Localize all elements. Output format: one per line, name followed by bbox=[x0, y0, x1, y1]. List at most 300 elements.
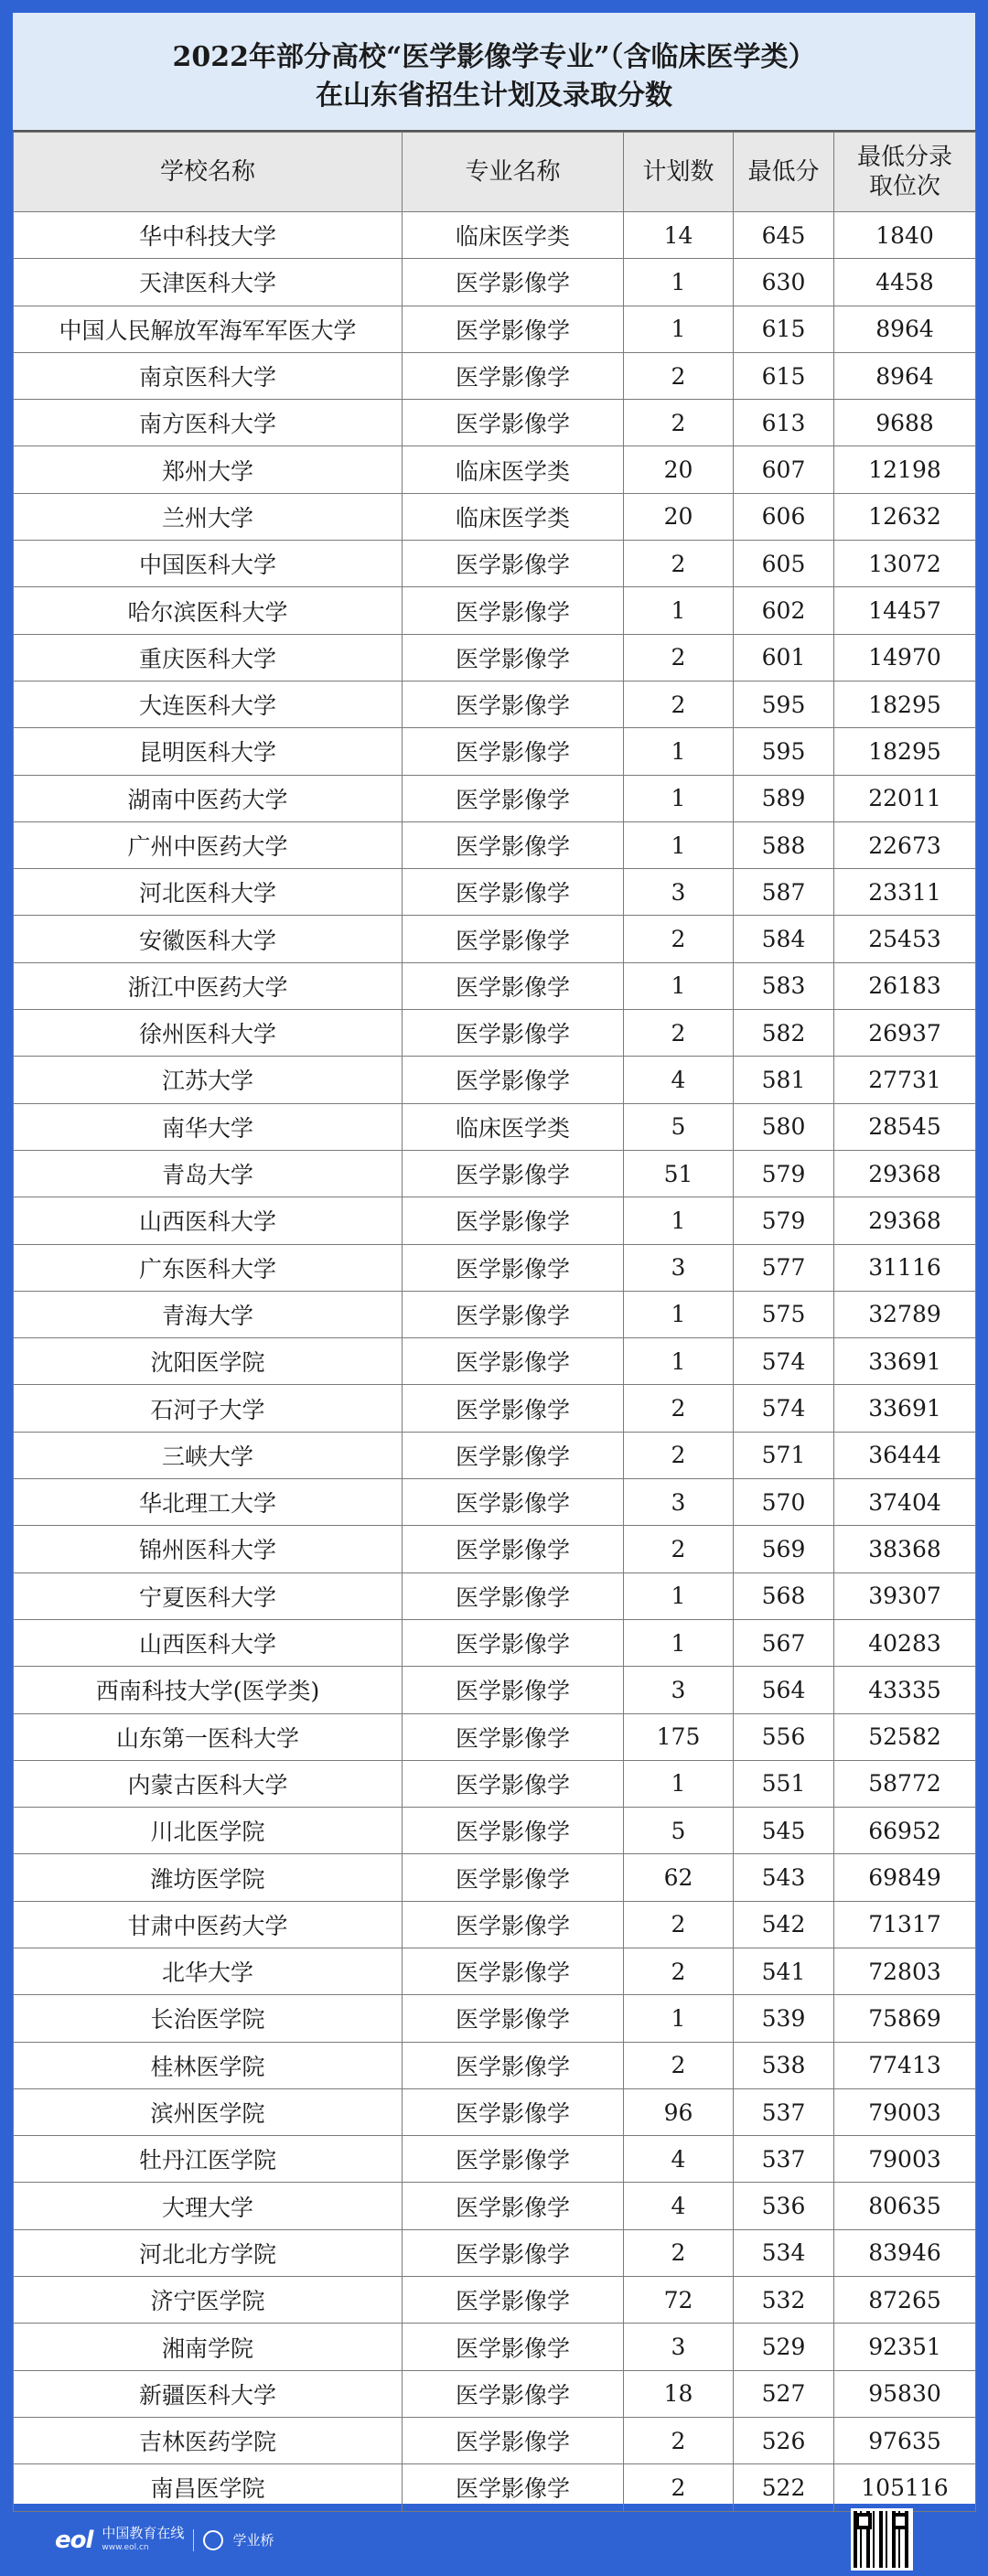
major-cell: 医学影像学 bbox=[403, 1057, 624, 1103]
min-score-cell: 526 bbox=[734, 2417, 834, 2463]
table-row bbox=[14, 1197, 976, 1244]
table-row bbox=[14, 1150, 976, 1197]
header-min-rank bbox=[834, 133, 976, 212]
plan-count-cell: 18 bbox=[624, 2370, 734, 2417]
plan-count-cell: 4 bbox=[624, 2136, 734, 2183]
major-cell: 医学影像学 bbox=[403, 1572, 624, 1619]
min-rank-cell: 37404 bbox=[834, 1479, 976, 1526]
table-row bbox=[14, 259, 976, 306]
school-cell: 山东第一医科大学 bbox=[14, 1713, 403, 1760]
min-score-cell: 577 bbox=[734, 1244, 834, 1291]
plan-count-cell: 2 bbox=[624, 400, 734, 446]
major-cell: 医学影像学 bbox=[403, 916, 624, 962]
table-row bbox=[14, 681, 976, 727]
plan-count-cell: 1 bbox=[624, 1572, 734, 1619]
plan-count-cell: 4 bbox=[624, 1057, 734, 1103]
min-rank-cell: 38368 bbox=[834, 1526, 976, 1572]
min-rank-cell: 28545 bbox=[834, 1103, 976, 1150]
logo-divider bbox=[193, 2529, 194, 2551]
plan-count-cell: 72 bbox=[624, 2277, 734, 2324]
table-row bbox=[14, 2136, 976, 2183]
major-cell: 医学影像学 bbox=[403, 1995, 624, 2042]
plan-count-cell: 3 bbox=[624, 869, 734, 916]
school-cell: 宁夏医科大学 bbox=[14, 1572, 403, 1619]
table-row bbox=[14, 916, 976, 962]
min-score-cell: 570 bbox=[734, 1479, 834, 1526]
xueyeqiao-logo-icon bbox=[203, 2530, 223, 2550]
eol-logo-icon: eol bbox=[55, 2527, 93, 2554]
major-cell: 医学影像学 bbox=[403, 1385, 624, 1432]
major-cell: 医学影像学 bbox=[403, 2277, 624, 2324]
table-row bbox=[14, 2277, 976, 2324]
min-rank-cell: 95830 bbox=[834, 2370, 976, 2417]
plan-count-cell: 1 bbox=[624, 962, 734, 1009]
plan-count-cell: 14 bbox=[624, 212, 734, 259]
min-rank-cell: 8964 bbox=[834, 306, 976, 352]
plan-count-cell: 2 bbox=[624, 1948, 734, 1994]
min-score-cell: 579 bbox=[734, 1197, 834, 1244]
table-row bbox=[14, 1901, 976, 1948]
table-row bbox=[14, 1338, 976, 1385]
major-cell: 医学影像学 bbox=[403, 259, 624, 306]
table-row bbox=[14, 1010, 976, 1057]
table-row bbox=[14, 2417, 976, 2463]
school-cell: 浙江中医药大学 bbox=[14, 962, 403, 1009]
min-score-cell: 595 bbox=[734, 681, 834, 727]
school-cell: 三峡大学 bbox=[14, 1432, 403, 1478]
plan-count-cell: 2 bbox=[624, 681, 734, 727]
min-score-cell: 601 bbox=[734, 634, 834, 681]
plan-count-cell: 175 bbox=[624, 1713, 734, 1760]
school-cell: 南京医科大学 bbox=[14, 352, 403, 399]
table-body bbox=[14, 212, 976, 2512]
plan-count-cell: 3 bbox=[624, 1479, 734, 1526]
min-score-cell: 571 bbox=[734, 1432, 834, 1478]
major-cell: 医学影像学 bbox=[403, 681, 624, 727]
min-score-cell: 569 bbox=[734, 1526, 834, 1572]
min-score-cell: 556 bbox=[734, 1713, 834, 1760]
min-rank-cell: 22011 bbox=[834, 775, 976, 821]
plan-count-cell: 1 bbox=[624, 306, 734, 352]
header-school: 学校名称 bbox=[14, 133, 403, 212]
min-rank-cell: 52582 bbox=[834, 1713, 976, 1760]
min-rank-cell: 23311 bbox=[834, 869, 976, 916]
table-row bbox=[14, 1948, 976, 1994]
school-cell: 桂林医学院 bbox=[14, 2042, 403, 2088]
min-score-cell: 537 bbox=[734, 2088, 834, 2135]
table-row bbox=[14, 1103, 976, 1150]
plan-count-cell: 2 bbox=[624, 916, 734, 962]
min-rank-cell: 12632 bbox=[834, 493, 976, 540]
school-cell: 北华大学 bbox=[14, 1948, 403, 1994]
major-cell: 医学影像学 bbox=[403, 2417, 624, 2463]
school-cell: 重庆医科大学 bbox=[14, 634, 403, 681]
major-cell: 医学影像学 bbox=[403, 1760, 624, 1807]
plan-count-cell: 96 bbox=[624, 2088, 734, 2135]
min-rank-cell: 32789 bbox=[834, 1291, 976, 1337]
min-rank-cell: 66952 bbox=[834, 1808, 976, 1854]
plan-count-cell: 4 bbox=[624, 2183, 734, 2229]
min-score-cell: 529 bbox=[734, 2324, 834, 2370]
school-cell: 吉林医药学院 bbox=[14, 2417, 403, 2463]
min-score-cell: 588 bbox=[734, 821, 834, 868]
plan-count-cell: 2 bbox=[624, 1385, 734, 1432]
plan-count-cell: 2 bbox=[624, 1432, 734, 1478]
major-cell: 医学影像学 bbox=[403, 1901, 624, 1948]
table-row bbox=[14, 1713, 976, 1760]
min-score-cell: 574 bbox=[734, 1385, 834, 1432]
table-row bbox=[14, 1572, 976, 1619]
table-row bbox=[14, 400, 976, 446]
min-rank-cell: 77413 bbox=[834, 2042, 976, 2088]
school-cell: 南昌医学院 bbox=[14, 2464, 403, 2511]
table-row bbox=[14, 1291, 976, 1337]
school-cell: 川北医学院 bbox=[14, 1808, 403, 1854]
plan-count-cell: 20 bbox=[624, 493, 734, 540]
table-row bbox=[14, 962, 976, 1009]
plan-count-cell: 1 bbox=[624, 728, 734, 775]
table-row bbox=[14, 1854, 976, 1901]
plan-count-cell: 1 bbox=[624, 1995, 734, 2042]
min-rank-cell: 29368 bbox=[834, 1197, 976, 1244]
min-score-cell: 645 bbox=[734, 212, 834, 259]
min-rank-cell: 79003 bbox=[834, 2136, 976, 2183]
major-cell: 医学影像学 bbox=[403, 1667, 624, 1713]
min-score-cell: 579 bbox=[734, 1150, 834, 1197]
eol-brand-url: www.eol.cn bbox=[102, 2543, 149, 2552]
plan-count-cell: 3 bbox=[624, 1244, 734, 1291]
table-header-row bbox=[14, 133, 976, 212]
school-cell: 青海大学 bbox=[14, 1291, 403, 1337]
min-rank-cell: 97635 bbox=[834, 2417, 976, 2463]
table-row bbox=[14, 728, 976, 775]
plan-count-cell: 3 bbox=[624, 2324, 734, 2370]
header-min-score: 最低分 bbox=[734, 133, 834, 212]
major-cell: 医学影像学 bbox=[403, 1010, 624, 1057]
school-cell: 济宁医学院 bbox=[14, 2277, 403, 2324]
table-row bbox=[14, 821, 976, 868]
school-cell: 沈阳医学院 bbox=[14, 1338, 403, 1385]
plan-count-cell: 20 bbox=[624, 446, 734, 493]
min-rank-cell: 71317 bbox=[834, 1901, 976, 1948]
plan-count-cell: 1 bbox=[624, 587, 734, 634]
major-cell: 医学影像学 bbox=[403, 2229, 624, 2276]
plan-count-cell: 1 bbox=[624, 1197, 734, 1244]
school-cell: 天津医科大学 bbox=[14, 259, 403, 306]
admission-table bbox=[13, 132, 976, 2512]
school-cell: 锦州医科大学 bbox=[14, 1526, 403, 1572]
school-cell: 广州中医药大学 bbox=[14, 821, 403, 868]
table-row bbox=[14, 1760, 976, 1807]
plan-count-cell: 2 bbox=[624, 352, 734, 399]
min-score-cell: 568 bbox=[734, 1572, 834, 1619]
school-cell: 广东医科大学 bbox=[14, 1244, 403, 1291]
min-rank-cell: 80635 bbox=[834, 2183, 976, 2229]
plan-count-cell: 3 bbox=[624, 1667, 734, 1713]
school-cell: 青岛大学 bbox=[14, 1150, 403, 1197]
min-score-cell: 537 bbox=[734, 2136, 834, 2183]
table-row bbox=[14, 541, 976, 587]
major-cell: 医学影像学 bbox=[403, 541, 624, 587]
min-score-cell: 543 bbox=[734, 1854, 834, 1901]
major-cell: 医学影像学 bbox=[403, 2042, 624, 2088]
min-score-cell: 522 bbox=[734, 2464, 834, 2511]
min-score-cell: 583 bbox=[734, 962, 834, 1009]
min-rank-cell: 18295 bbox=[834, 681, 976, 727]
major-cell: 医学影像学 bbox=[403, 1854, 624, 1901]
major-cell: 医学影像学 bbox=[403, 2183, 624, 2229]
table-row bbox=[14, 1385, 976, 1432]
min-score-cell: 584 bbox=[734, 916, 834, 962]
major-cell: 临床医学类 bbox=[403, 446, 624, 493]
min-rank-cell: 33691 bbox=[834, 1338, 976, 1385]
min-score-cell: 587 bbox=[734, 869, 834, 916]
plan-count-cell: 2 bbox=[624, 2464, 734, 2511]
min-rank-cell: 4458 bbox=[834, 259, 976, 306]
min-score-cell: 575 bbox=[734, 1291, 834, 1337]
min-score-cell: 567 bbox=[734, 1619, 834, 1666]
eol-brand bbox=[102, 2526, 184, 2555]
plan-count-cell: 1 bbox=[624, 821, 734, 868]
min-score-cell: 613 bbox=[734, 400, 834, 446]
major-cell: 医学影像学 bbox=[403, 2088, 624, 2135]
school-cell: 郑州大学 bbox=[14, 446, 403, 493]
min-score-cell: 541 bbox=[734, 1948, 834, 1994]
min-rank-cell: 33691 bbox=[834, 1385, 976, 1432]
min-score-cell: 615 bbox=[734, 306, 834, 352]
school-cell: 山西医科大学 bbox=[14, 1619, 403, 1666]
plan-count-cell: 62 bbox=[624, 1854, 734, 1901]
table-row bbox=[14, 446, 976, 493]
major-cell: 医学影像学 bbox=[403, 2370, 624, 2417]
major-cell: 医学影像学 bbox=[403, 775, 624, 821]
min-rank-cell: 29368 bbox=[834, 1150, 976, 1197]
major-cell: 医学影像学 bbox=[403, 869, 624, 916]
plan-count-cell: 1 bbox=[624, 775, 734, 821]
table-row bbox=[14, 2324, 976, 2370]
table-row bbox=[14, 634, 976, 681]
min-rank-cell: 105116 bbox=[834, 2464, 976, 2511]
plan-count-cell: 5 bbox=[624, 1103, 734, 1150]
min-rank-cell: 75869 bbox=[834, 1995, 976, 2042]
table-row bbox=[14, 1432, 976, 1478]
school-cell: 河北北方学院 bbox=[14, 2229, 403, 2276]
major-cell: 医学影像学 bbox=[403, 634, 624, 681]
plan-count-cell: 2 bbox=[624, 1010, 734, 1057]
eol-brand-name: 中国教育在线 bbox=[102, 2525, 185, 2541]
table-row bbox=[14, 1667, 976, 1713]
min-rank-cell: 83946 bbox=[834, 2229, 976, 2276]
school-cell: 南方医科大学 bbox=[14, 400, 403, 446]
major-cell: 医学影像学 bbox=[403, 821, 624, 868]
plan-count-cell: 2 bbox=[624, 634, 734, 681]
plan-count-cell: 2 bbox=[624, 2042, 734, 2088]
school-cell: 哈尔滨医科大学 bbox=[14, 587, 403, 634]
major-cell: 医学影像学 bbox=[403, 1244, 624, 1291]
major-cell: 医学影像学 bbox=[403, 1197, 624, 1244]
major-cell: 医学影像学 bbox=[403, 306, 624, 352]
plan-count-cell: 1 bbox=[624, 1291, 734, 1337]
plan-count-cell: 2 bbox=[624, 2417, 734, 2463]
major-cell: 医学影像学 bbox=[403, 1808, 624, 1854]
min-rank-cell: 72803 bbox=[834, 1948, 976, 1994]
school-cell: 大理大学 bbox=[14, 2183, 403, 2229]
min-rank-cell: 14457 bbox=[834, 587, 976, 634]
table-row bbox=[14, 1995, 976, 2042]
major-cell: 医学影像学 bbox=[403, 400, 624, 446]
table-row bbox=[14, 306, 976, 352]
min-rank-cell: 14970 bbox=[834, 634, 976, 681]
plan-count-cell: 51 bbox=[624, 1150, 734, 1197]
footer-logos bbox=[55, 2526, 274, 2555]
school-cell: 江苏大学 bbox=[14, 1057, 403, 1103]
school-cell: 湘南学院 bbox=[14, 2324, 403, 2370]
school-cell: 湖南中医药大学 bbox=[14, 775, 403, 821]
major-cell: 医学影像学 bbox=[403, 352, 624, 399]
major-cell: 医学影像学 bbox=[403, 1432, 624, 1478]
major-cell: 临床医学类 bbox=[403, 212, 624, 259]
school-cell: 潍坊医学院 bbox=[14, 1854, 403, 1901]
major-cell: 医学影像学 bbox=[403, 728, 624, 775]
school-cell: 兰州大学 bbox=[14, 493, 403, 540]
major-cell: 医学影像学 bbox=[403, 2324, 624, 2370]
table-row bbox=[14, 493, 976, 540]
min-score-cell: 606 bbox=[734, 493, 834, 540]
min-rank-cell: 92351 bbox=[834, 2324, 976, 2370]
min-rank-cell: 79003 bbox=[834, 2088, 976, 2135]
min-rank-cell: 18295 bbox=[834, 728, 976, 775]
school-cell: 中国人民解放军海军军医大学 bbox=[14, 306, 403, 352]
major-cell: 医学影像学 bbox=[403, 1619, 624, 1666]
plan-count-cell: 2 bbox=[624, 2229, 734, 2276]
major-cell: 医学影像学 bbox=[403, 962, 624, 1009]
school-cell: 大连医科大学 bbox=[14, 681, 403, 727]
min-rank-cell: 25453 bbox=[834, 916, 976, 962]
school-cell: 中国医科大学 bbox=[14, 541, 403, 587]
min-score-cell: 545 bbox=[734, 1808, 834, 1854]
school-cell: 河北医科大学 bbox=[14, 869, 403, 916]
min-score-cell: 527 bbox=[734, 2370, 834, 2417]
plan-count-cell: 1 bbox=[624, 1338, 734, 1385]
table-row bbox=[14, 2088, 976, 2135]
table-row bbox=[14, 2370, 976, 2417]
table-row bbox=[14, 2183, 976, 2229]
table-row bbox=[14, 1808, 976, 1854]
major-cell: 医学影像学 bbox=[403, 2464, 624, 2511]
min-rank-cell: 87265 bbox=[834, 2277, 976, 2324]
major-cell: 医学影像学 bbox=[403, 587, 624, 634]
min-rank-cell: 39307 bbox=[834, 1572, 976, 1619]
major-cell: 医学影像学 bbox=[403, 1526, 624, 1572]
min-rank-cell: 36444 bbox=[834, 1432, 976, 1478]
table-row bbox=[14, 1526, 976, 1572]
min-score-cell: 538 bbox=[734, 2042, 834, 2088]
table-row bbox=[14, 2042, 976, 2088]
min-rank-cell: 26937 bbox=[834, 1010, 976, 1057]
min-score-cell: 536 bbox=[734, 2183, 834, 2229]
qr-code-icon[interactable] bbox=[851, 2508, 913, 2571]
major-cell: 医学影像学 bbox=[403, 1150, 624, 1197]
min-rank-cell: 12198 bbox=[834, 446, 976, 493]
table-row bbox=[14, 1057, 976, 1103]
table-row bbox=[14, 212, 976, 259]
header-min-rank-label: 最低分录取位次 bbox=[856, 144, 952, 200]
school-cell: 内蒙古医科大学 bbox=[14, 1760, 403, 1807]
table-row bbox=[14, 1619, 976, 1666]
min-score-cell: 542 bbox=[734, 1901, 834, 1948]
school-cell: 安徽医科大学 bbox=[14, 916, 403, 962]
school-cell: 南华大学 bbox=[14, 1103, 403, 1150]
plan-count-cell: 1 bbox=[624, 259, 734, 306]
header-plan: 计划数 bbox=[624, 133, 734, 212]
min-rank-cell: 1840 bbox=[834, 212, 976, 259]
min-score-cell: 602 bbox=[734, 587, 834, 634]
min-rank-cell: 27731 bbox=[834, 1057, 976, 1103]
footer-bar bbox=[0, 2504, 988, 2576]
school-cell: 新疆医科大学 bbox=[14, 2370, 403, 2417]
min-rank-cell: 26183 bbox=[834, 962, 976, 1009]
major-cell: 医学影像学 bbox=[403, 1291, 624, 1337]
table-row bbox=[14, 352, 976, 399]
school-cell: 甘肃中医药大学 bbox=[14, 1901, 403, 1948]
school-cell: 徐州医科大学 bbox=[14, 1010, 403, 1057]
title-line-1: 2022年部分高校“医学影像学专业”（含临床医学类） bbox=[172, 41, 816, 73]
plan-count-cell: 1 bbox=[624, 1760, 734, 1807]
xueyeqiao-brand: 学业桥 bbox=[232, 2532, 274, 2549]
min-score-cell: 615 bbox=[734, 352, 834, 399]
school-cell: 牡丹江医学院 bbox=[14, 2136, 403, 2183]
school-cell: 华北理工大学 bbox=[14, 1479, 403, 1526]
major-cell: 临床医学类 bbox=[403, 493, 624, 540]
min-score-cell: 605 bbox=[734, 541, 834, 587]
min-rank-cell: 9688 bbox=[834, 400, 976, 446]
plan-count-cell: 1 bbox=[624, 1619, 734, 1666]
min-score-cell: 539 bbox=[734, 1995, 834, 2042]
min-score-cell: 551 bbox=[734, 1760, 834, 1807]
min-score-cell: 580 bbox=[734, 1103, 834, 1150]
title-line-2: 在山东省招生计划及录取分数 bbox=[316, 80, 672, 112]
min-score-cell: 532 bbox=[734, 2277, 834, 2324]
min-score-cell: 582 bbox=[734, 1010, 834, 1057]
school-cell: 石河子大学 bbox=[14, 1385, 403, 1432]
min-score-cell: 534 bbox=[734, 2229, 834, 2276]
min-score-cell: 574 bbox=[734, 1338, 834, 1385]
table-row bbox=[14, 1244, 976, 1291]
table-card bbox=[13, 13, 975, 2504]
min-rank-cell: 69849 bbox=[834, 1854, 976, 1901]
school-cell: 华中科技大学 bbox=[14, 212, 403, 259]
major-cell: 医学影像学 bbox=[403, 2136, 624, 2183]
plan-count-cell: 2 bbox=[624, 541, 734, 587]
major-cell: 医学影像学 bbox=[403, 1713, 624, 1760]
major-cell: 医学影像学 bbox=[403, 1338, 624, 1385]
plan-count-cell: 2 bbox=[624, 1526, 734, 1572]
table-row bbox=[14, 2229, 976, 2276]
min-rank-cell: 22673 bbox=[834, 821, 976, 868]
table-row bbox=[14, 1479, 976, 1526]
major-cell: 医学影像学 bbox=[403, 1948, 624, 1994]
school-cell: 滨州医学院 bbox=[14, 2088, 403, 2135]
table-row bbox=[14, 775, 976, 821]
plan-count-cell: 5 bbox=[624, 1808, 734, 1854]
min-score-cell: 630 bbox=[734, 259, 834, 306]
min-score-cell: 564 bbox=[734, 1667, 834, 1713]
min-score-cell: 581 bbox=[734, 1057, 834, 1103]
school-cell: 昆明医科大学 bbox=[14, 728, 403, 775]
min-score-cell: 607 bbox=[734, 446, 834, 493]
table-row bbox=[14, 869, 976, 916]
school-cell: 山西医科大学 bbox=[14, 1197, 403, 1244]
